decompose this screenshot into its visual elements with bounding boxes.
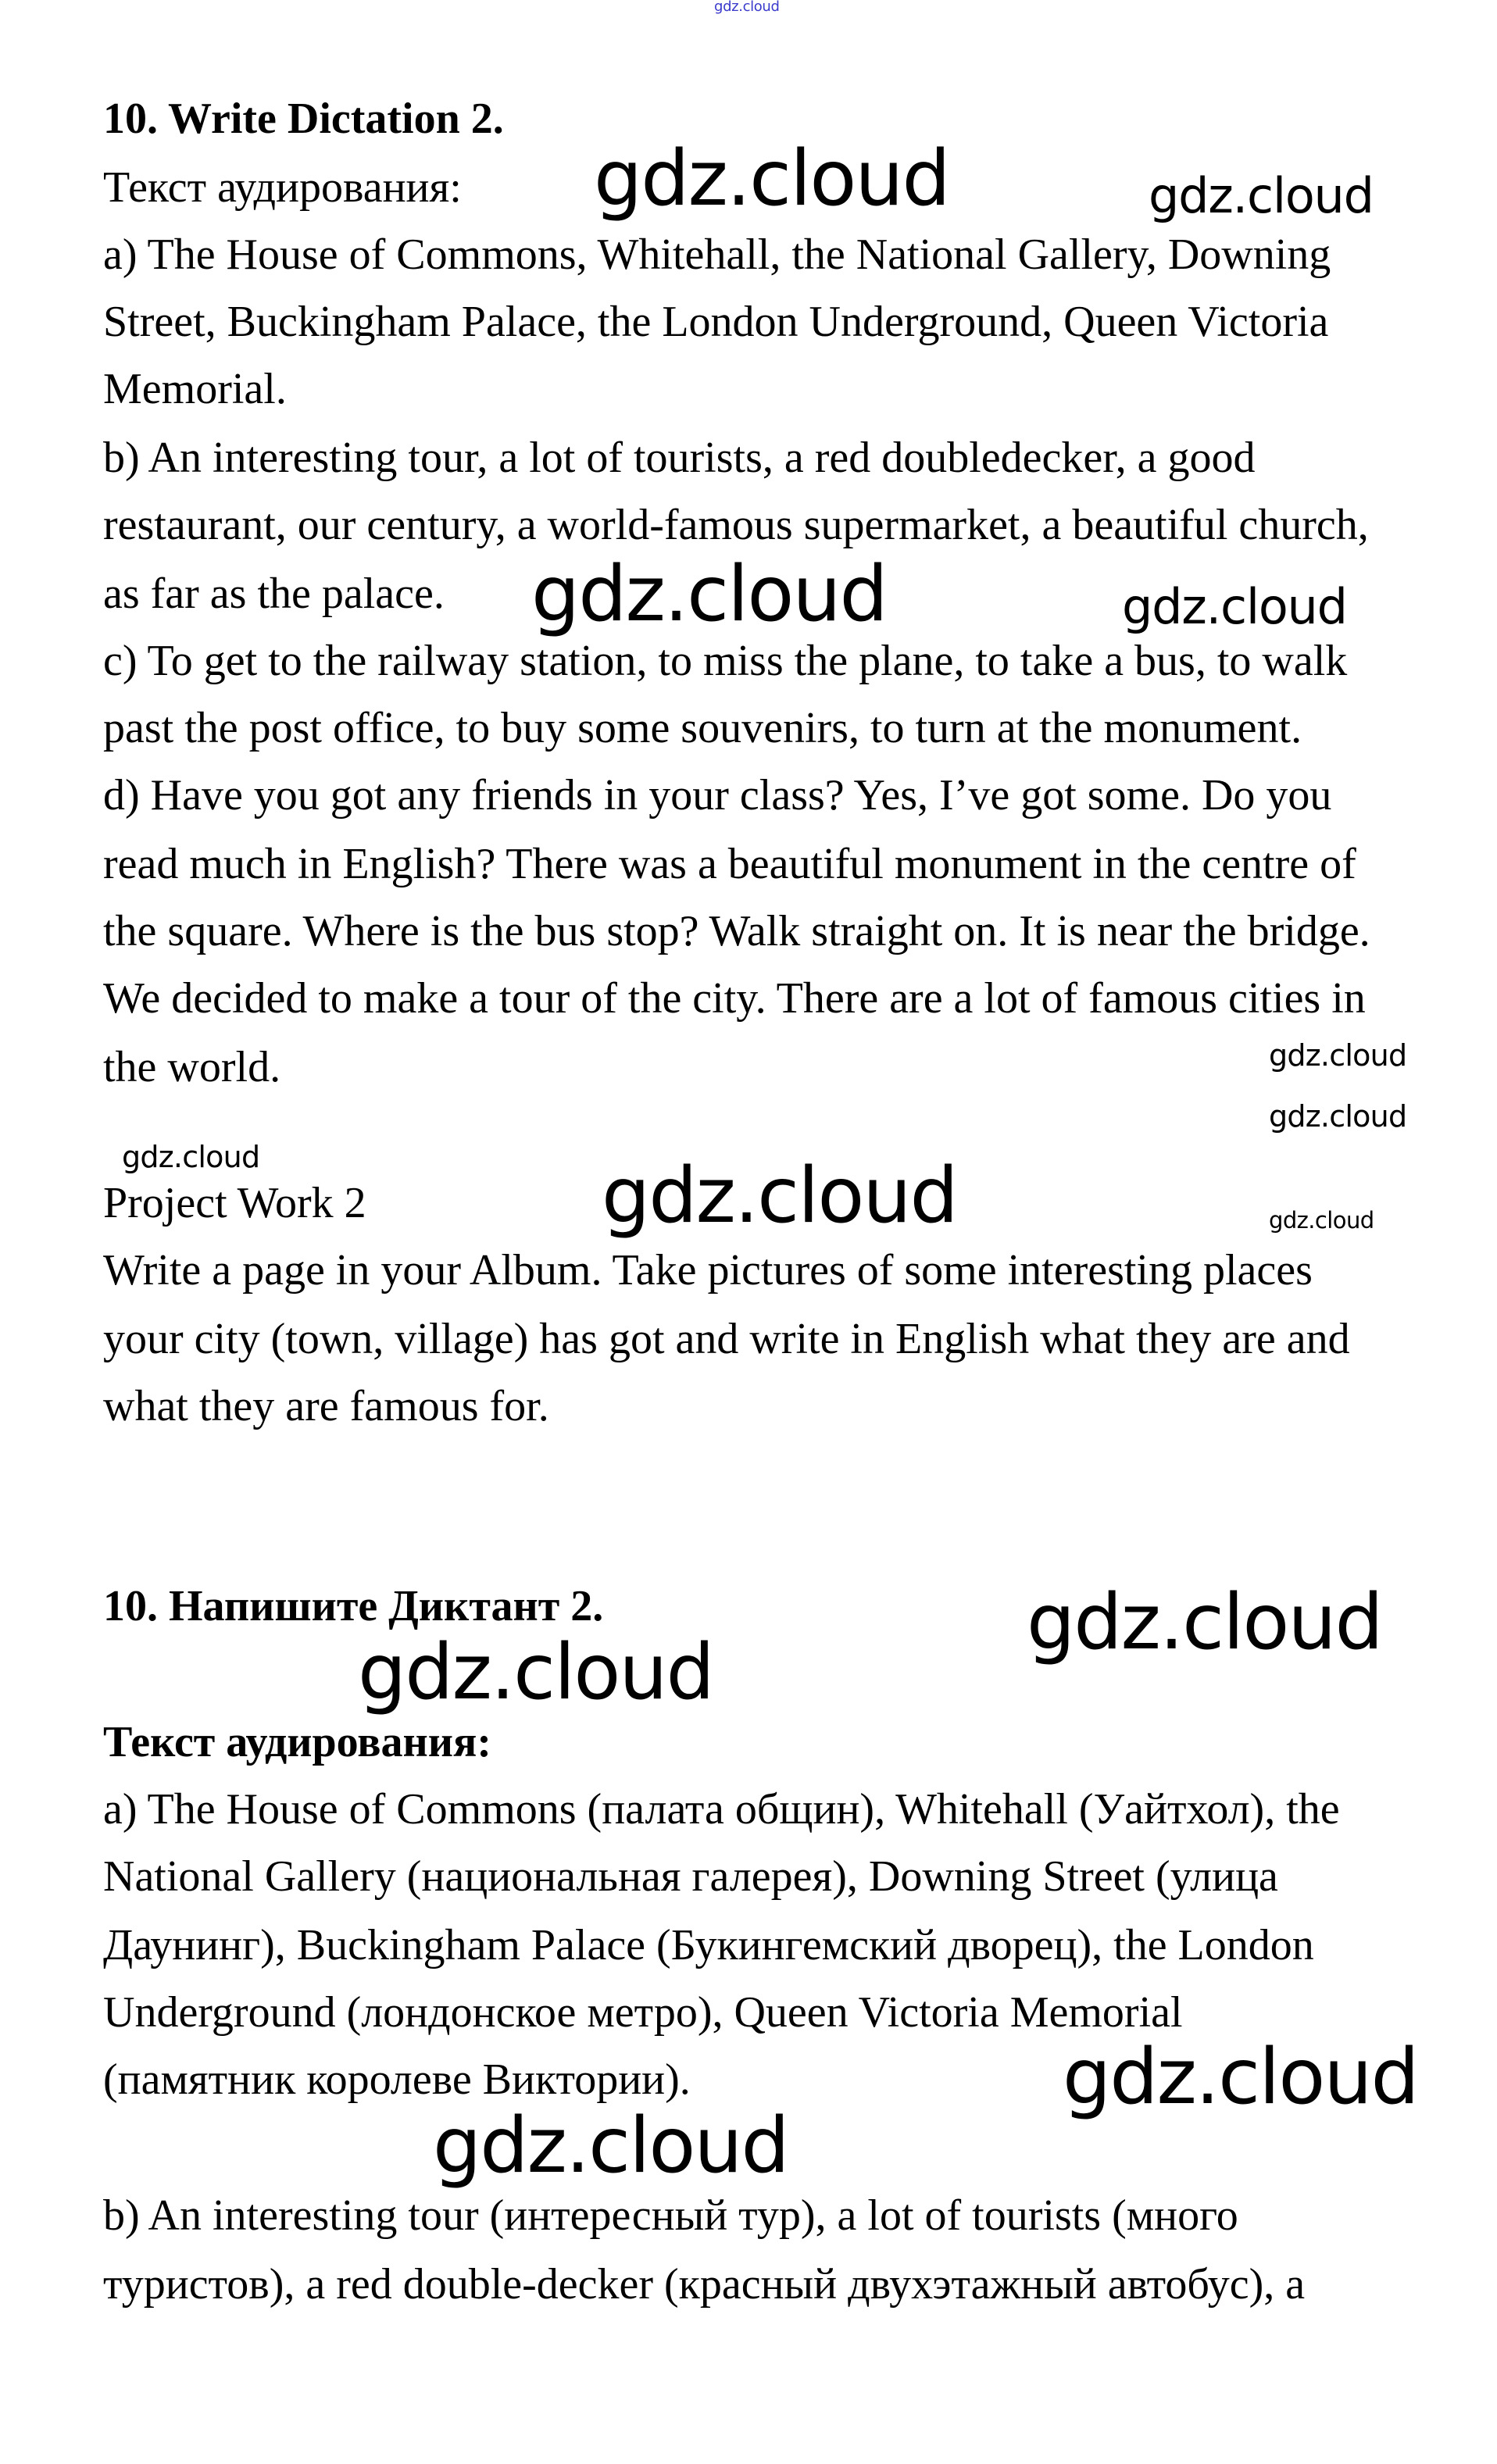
- text-line: We decided to make a tour of the city. There are a lot of famous cities in: [103, 974, 1366, 1023]
- project-title: Project Work 2: [103, 1179, 366, 1227]
- text-line: Write a page in your Album. Take pictures of some interesting places: [103, 1246, 1313, 1294]
- text-line: as far as the palace.: [103, 570, 445, 618]
- text-line: d) Have you got any friends in your class? Yes, I’ve got some. Do you: [103, 771, 1332, 820]
- text-line: the square. Where is the bus stop? Walk straight on. It is near the bridge.: [103, 907, 1370, 955]
- text-line: b) An interesting tour (интересный тур), a lot of tourists (много: [103, 2191, 1238, 2240]
- text-line: Даунинг), Buckingham Palace (Букингемский дворец), the London: [103, 1921, 1314, 1969]
- watermark-logo: gdz.cloud: [1027, 1578, 1382, 1667]
- text-line: restaurant, our century, a world-famous supermarket, a beautiful church,: [103, 501, 1369, 549]
- text-line: a) The House of Commons (палата общин), Whitehall (Уайтхол), the: [103, 1785, 1340, 1834]
- text-line: b) An interesting tour, a lot of tourists, a red doubledecker, a good: [103, 434, 1256, 482]
- watermark-logo: gdz.cloud: [602, 1152, 957, 1241]
- section-title: 10. Write Dictation 2.: [103, 95, 504, 143]
- watermark-logo: gdz.cloud: [1063, 2033, 1418, 2122]
- text-line: National Gallery (национальная галерея), Downing Street (улица: [103, 1852, 1278, 1901]
- watermark-logo: gdz.cloud: [1269, 1207, 1374, 1234]
- section-subtitle: Текст аудирования:: [103, 163, 462, 212]
- text-line: Memorial.: [103, 365, 287, 413]
- watermark-logo: gdz.cloud: [531, 550, 887, 639]
- section-title: 10. Напишите Диктант 2.: [103, 1582, 604, 1630]
- watermark-logo: gdz.cloud: [594, 134, 949, 223]
- watermark-logo: gdz.cloud: [358, 1628, 713, 1717]
- watermark-logo: gdz.cloud: [1269, 1038, 1407, 1073]
- text-line: past the post office, to buy some souvenirs, to turn at the monument.: [103, 704, 1302, 752]
- section-subtitle: Текст аудирования:: [103, 1718, 491, 1766]
- text-line: туристов), a red double-decker (красный двухэтажный автобус), a: [103, 2260, 1306, 2309]
- text-line: a) The House of Commons, Whitehall, the National Gallery, Downing: [103, 230, 1331, 279]
- text-line: c) To get to the railway station, to miss the plane, to take a bus, to walk: [103, 637, 1348, 685]
- header-watermark-link: gdz.cloud: [714, 0, 780, 15]
- text-line: read much in English? There was a beautiful monument in the centre of: [103, 840, 1356, 888]
- watermark-logo: gdz.cloud: [1122, 578, 1347, 635]
- text-line: what they are famous for.: [103, 1382, 549, 1430]
- text-line: Underground (лондонское метро), Queen Victoria Memorial: [103, 1988, 1183, 2037]
- watermark-logo: gdz.cloud: [122, 1140, 260, 1174]
- watermark-logo: gdz.cloud: [433, 2102, 788, 2191]
- text-line: your city (town, village) has got and write in English what they are and: [103, 1315, 1350, 1363]
- text-line: Street, Buckingham Palace, the London Underground, Queen Victoria: [103, 298, 1329, 346]
- watermark-logo: gdz.cloud: [1269, 1099, 1407, 1134]
- text-line: (памятник королеве Виктории).: [103, 2055, 691, 2104]
- text-line: the world.: [103, 1043, 281, 1091]
- watermark-logo: gdz.cloud: [1149, 167, 1374, 224]
